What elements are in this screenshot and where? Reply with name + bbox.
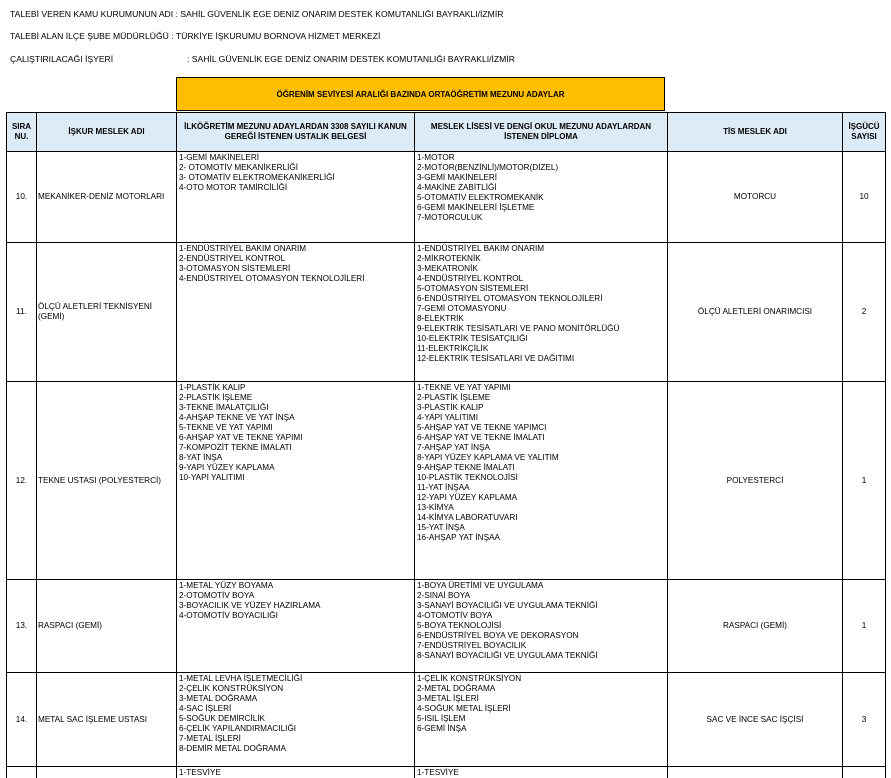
workplace-label: ÇALIŞTIRILACAĞI İŞYERİ — [10, 54, 187, 64]
list-item: 10-PLASTİK TEKNOLOJİSİ — [417, 473, 666, 483]
list-item: 1-METAL YÜZY BOYAMA — [179, 581, 413, 591]
list-item: 1-ÇELİK KONSTRÜKSİYON — [417, 674, 666, 684]
list-item: 7-METAL İŞLERİ — [179, 734, 413, 744]
list-item: 2-OTOMOTİV BOYA — [179, 591, 413, 601]
row-isgucu: 2 — [843, 243, 886, 382]
row-lise-list — [415, 580, 668, 673]
table-row — [7, 152, 886, 243]
partial-ilkogretim — [177, 767, 415, 778]
list-item: 3-PLASTİK KALIP — [417, 403, 666, 413]
table-header-row — [7, 113, 886, 152]
list-item: 7-ENDÜSTRİYEL BOYACILIK — [417, 641, 666, 651]
list-item: 5-SOĞUK DEMİRCİLİK — [179, 714, 413, 724]
row-lise-list — [415, 673, 668, 767]
list-item: 10-YAPI YALITIMI — [179, 473, 413, 483]
row-isgucu: 1 — [843, 580, 886, 673]
list-item: 3-METAL DOĞRAMA — [179, 694, 413, 704]
list-item: 6-ÇELİK YAPILANDIRMACILIĞI — [179, 724, 413, 734]
partial-cell — [843, 767, 886, 778]
list-item: 3-OTOMASYON SİSTEMLERİ — [179, 264, 413, 274]
list-item: 4-ENDÜSTRİYEL OTOMASYON TEKNOLOJİLERİ — [179, 274, 413, 284]
list-item: 2-PLASTİK İŞLEME — [179, 393, 413, 403]
list-item: 8-YAT İNŞA — [179, 453, 413, 463]
table-row — [7, 243, 886, 382]
list-item: 9-AHŞAP TEKNE İMALATI — [417, 463, 666, 473]
list-item: 12-YAPI YÜZEY KAPLAMA — [417, 493, 666, 503]
row-lise-list — [415, 382, 668, 580]
header-line-workplace — [10, 54, 515, 64]
partial-lise — [415, 767, 668, 778]
row-ilkogretim-list — [177, 580, 415, 673]
row-tis: POLYESTERCİ — [668, 382, 843, 580]
list-item: 4-ENDÜSTRİYEL KONTROL — [417, 274, 666, 284]
row-tis: SAC VE İNCE SAC İŞÇİSİ — [668, 673, 843, 767]
partial-cell — [37, 767, 177, 778]
list-item: 7-GEMİ OTOMASYONU — [417, 304, 666, 314]
row-tis: MOTORCU — [668, 152, 843, 243]
row-number: 12. — [7, 382, 37, 580]
list-item: 13-KİMYA — [417, 503, 666, 513]
list-item: 8-SANAYİ BOYACILIĞI VE UYGULAMA TEKNİĞİ — [417, 651, 666, 661]
list-item: 6-GEMİ İNŞA — [417, 724, 666, 734]
list-item: 10-ELEKTRİK TESİSATÇILIĞI — [417, 334, 666, 344]
list-item: 4-OTOMOTİV BOYACILIĞI — [179, 611, 413, 621]
candidate-table — [6, 112, 886, 778]
row-lise-list — [415, 243, 668, 382]
list-item: 7-KOMPOZİT TEKNE İMALATI — [179, 443, 413, 453]
row-meslek: RASPACI (GEMİ) — [37, 580, 177, 673]
row-number: 14. — [7, 673, 37, 767]
list-item: 2-ENDÜSTRİYEL KONTROL — [179, 254, 413, 264]
row-isgucu: 10 — [843, 152, 886, 243]
row-meslek: ÖLÇÜ ALETLERİ TEKNİSYENİ (GEMİ) — [37, 243, 177, 382]
workplace-value: : SAHİL GÜVENLİK EGE DENİZ ONARIM DESTEK KOMUTANLIĞI BAYRAKLI/İZMİR — [187, 54, 515, 64]
row-ilkogretim-list — [177, 152, 415, 243]
list-item: 4-MAKİNE ZABİTLİĞİ — [417, 183, 666, 193]
col-header-lise: MESLEK LİSESİ VE DENGİ OKUL MEZUNU ADAYLARDAN İSTENEN DİPLOMA — [415, 113, 668, 152]
list-item: 2- OTOMOTİV MEKANİKERLİĞİ — [179, 163, 413, 173]
list-item: 15-YAT İNŞA — [417, 523, 666, 533]
list-item: 6-AHŞAP YAT VE TEKNE YAPIMI — [179, 433, 413, 443]
list-item: 1-METAL LEVHA İŞLETMECİLİĞİ — [179, 674, 413, 684]
row-lise-list — [415, 152, 668, 243]
list-item: 2-MİKROTEKNİK — [417, 254, 666, 264]
col-header-sira: SIRA NU. — [7, 113, 37, 152]
list-item: 6-GEMİ MAKİNELERİ İŞLETME — [417, 203, 666, 213]
list-item: 3-SANAYİ BOYACILIĞI VE UYGULAMA TEKNİĞİ — [417, 601, 666, 611]
partial-cell — [668, 767, 843, 778]
list-item: 1-GEMİ MAKİNELERİ — [179, 153, 413, 163]
header-line-branch: TALEBİ ALAN İLÇE ŞUBE MÜDÜRLÜĞÜ : TÜRKİYE İŞKURUMU BORNOVA HİZMET MERKEZİ — [10, 31, 380, 41]
list-item: 9-ELEKTRİK TESİSATLARI VE PANO MONİTÖRLÜĞÜ — [417, 324, 666, 334]
list-item: 3-GEMİ MAKİNELERİ — [417, 173, 666, 183]
row-meslek: METAL SAC İŞLEME USTASI — [37, 673, 177, 767]
list-item: 7-MOTORCULUK — [417, 213, 666, 223]
education-level-banner: ÖĞRENİM SEVİYESİ ARALIĞI BAZINDA ORTAÖĞRETİM MEZUNU ADAYLAR — [176, 77, 665, 111]
list-item: 3-BOYACILIK VE YÜZEY HAZIRLAMA — [179, 601, 413, 611]
list-item: 4-OTOMOTİV BOYA — [417, 611, 666, 621]
list-item: 1-TEKNE VE YAT YAPIMI — [417, 383, 666, 393]
list-item: 1-MOTOR — [417, 153, 666, 163]
list-item: 6-ENDÜSTRİYEL OTOMASYON TEKNOLOJİLERİ — [417, 294, 666, 304]
list-item: 11-ELEKTRİKÇİLİK — [417, 344, 666, 354]
list-item: 3-MEKATRONİK — [417, 264, 666, 274]
list-item: 1-ENDÜSTRİYEL BAKIM ONARIM — [417, 244, 666, 254]
list-item: 4-SOĞUK METAL İŞLERİ — [417, 704, 666, 714]
header-line-institution: TALEBİ VEREN KAMU KURUMUNUN ADI : SAHİL GÜVENLİK EGE DENİZ ONARIM DESTEK KOMUTANLIĞI BAYRAKLI/İZMİR — [10, 9, 503, 19]
list-item: 3- OTOMATİV ELEKTROMEKANİKERLİĞİ — [179, 173, 413, 183]
list-item: 3-METAL İŞLERİ — [417, 694, 666, 704]
row-number: 13. — [7, 580, 37, 673]
partial-cell — [7, 767, 37, 778]
list-item: 5-TEKNE VE YAT YAPIMI — [179, 423, 413, 433]
list-item: 12-ELEKTRİK TESİSATLARI VE DAĞITIMI — [417, 354, 666, 364]
row-number: 10. — [7, 152, 37, 243]
list-item: 5-ISIL İŞLEM — [417, 714, 666, 724]
list-item: 1-PLASTİK KALIP — [179, 383, 413, 393]
row-meslek: TEKNE USTASI (POLYESTERCİ) — [37, 382, 177, 580]
list-item: 2-ÇELİK KONSTRÜKSİYON — [179, 684, 413, 694]
list-item: 6-ENDÜSTRİYEL BOYA VE DEKORASYON — [417, 631, 666, 641]
list-item: 5-OTOMATİV ELEKTROMEKANİK — [417, 193, 666, 203]
list-item: 1-TESVİYE — [417, 768, 666, 778]
row-number: 11. — [7, 243, 37, 382]
col-header-tis: TİS MESLEK ADI — [668, 113, 843, 152]
list-item: 16-AHŞAP YAT İNŞAA — [417, 533, 666, 543]
row-tis: RASPACI (GEMİ) — [668, 580, 843, 673]
list-item: 8-YAPI YÜZEY KAPLAMA VE YALITIM — [417, 453, 666, 463]
row-ilkogretim-list — [177, 673, 415, 767]
col-header-meslek: İŞKUR MESLEK ADI — [37, 113, 177, 152]
list-item: 1-BOYA ÜRETİMİ VE UYGULAMA — [417, 581, 666, 591]
list-item: 2-METAL DOĞRAMA — [417, 684, 666, 694]
list-item: 1-TESVİYE — [179, 768, 413, 778]
list-item: 9-YAPI YÜZEY KAPLAMA — [179, 463, 413, 473]
row-isgucu: 1 — [843, 382, 886, 580]
table-row — [7, 382, 886, 580]
list-item: 5-BOYA TEKNOLOJİSİ — [417, 621, 666, 631]
col-header-ilkogretim: İLKÖĞRETİM MEZUNU ADAYLARDAN 3308 SAYILI KANUN GEREĞİ İSTENEN USTALIK BELGESİ — [177, 113, 415, 152]
list-item: 8-ELEKTRİK — [417, 314, 666, 324]
list-item: 5-AHŞAP YAT VE TEKNE YAPIMCI — [417, 423, 666, 433]
list-item: 4-SAC İŞLERİ — [179, 704, 413, 714]
list-item: 14-KİMYA LABORATUVARI — [417, 513, 666, 523]
list-item: 4-YAPI YALITIMI — [417, 413, 666, 423]
list-item: 2-PLASTİK İŞLEME — [417, 393, 666, 403]
list-item: 2-SINAİ BOYA — [417, 591, 666, 601]
list-item: 6-AHŞAP YAT VE TEKNE İMALATI — [417, 433, 666, 443]
row-meslek: MEKANİKER-DENİZ MOTORLARI — [37, 152, 177, 243]
table-row — [7, 580, 886, 673]
table-row — [7, 673, 886, 767]
row-ilkogretim-list — [177, 243, 415, 382]
list-item: 11-YAT İNŞAA — [417, 483, 666, 493]
table-row-partial — [7, 767, 886, 778]
list-item: 3-TEKNE İMALATÇILIĞI — [179, 403, 413, 413]
list-item: 2-MOTOR(BENZİNLİ)/MOTOR(DİZEL) — [417, 163, 666, 173]
row-tis: ÖLÇÜ ALETLERİ ONARIMCISI — [668, 243, 843, 382]
list-item: 7-AHŞAP YAT İNŞA — [417, 443, 666, 453]
list-item: 4-AHŞAP TEKNE VE YAT İNŞA — [179, 413, 413, 423]
row-ilkogretim-list — [177, 382, 415, 580]
col-header-isgucu: İŞGÜCÜ SAYISI — [843, 113, 886, 152]
row-isgucu: 3 — [843, 673, 886, 767]
list-item: 5-OTOMASYON SİSTEMLERİ — [417, 284, 666, 294]
list-item: 8-DEMİR METAL DOĞRAMA — [179, 744, 413, 754]
list-item: 4-OTO MOTOR TAMİRCİLİĞİ — [179, 183, 413, 193]
list-item: 1-ENDÜSTRİYEL BAKIM ONARIM — [179, 244, 413, 254]
